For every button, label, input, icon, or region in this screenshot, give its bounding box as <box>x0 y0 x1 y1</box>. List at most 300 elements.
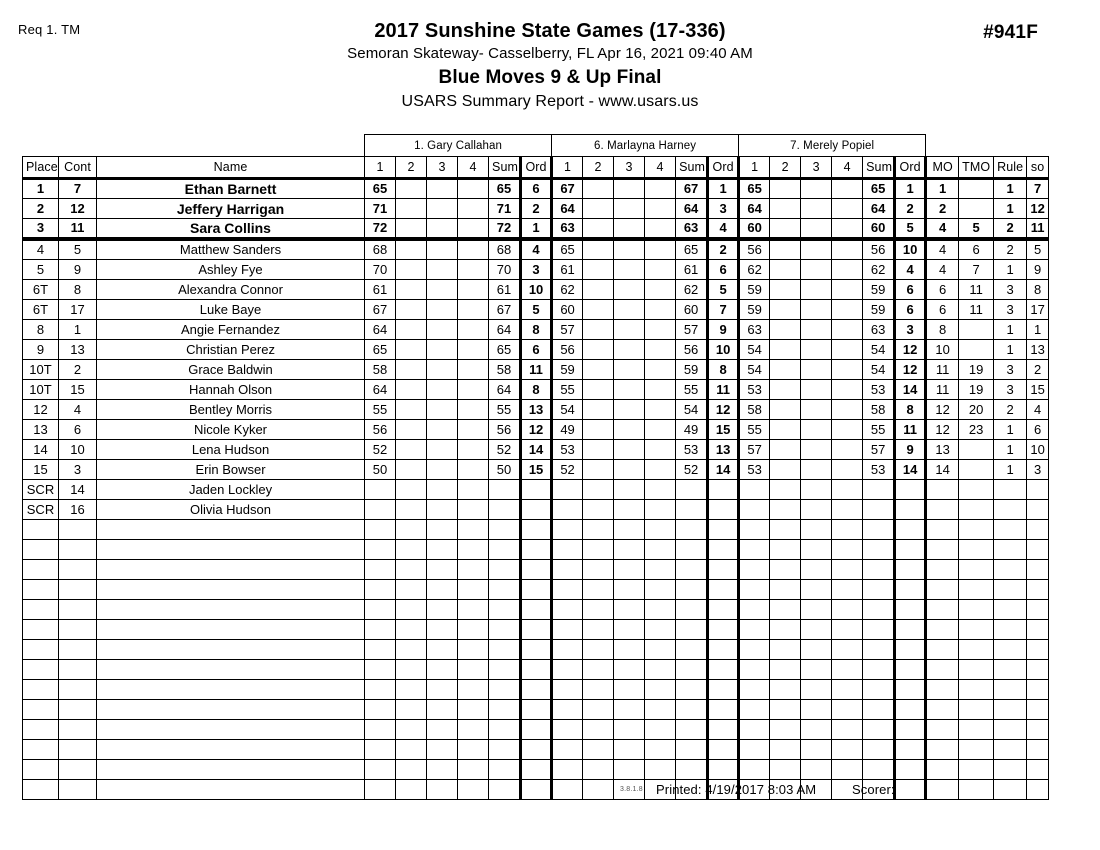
cell-place <box>23 560 59 580</box>
cell-g1-ord <box>521 520 552 540</box>
cell-g3-4 <box>832 520 863 540</box>
cell-name: Ashley Fye <box>97 260 365 280</box>
cell-g2-2 <box>583 199 614 219</box>
cell-g3-3 <box>801 600 832 620</box>
cell-cont <box>59 600 97 620</box>
cell-g3-3 <box>801 260 832 280</box>
cell-name: Hannah Olson <box>97 380 365 400</box>
cell-g3-1: 55 <box>739 420 770 440</box>
cell-cont: 16 <box>59 500 97 520</box>
cell-g1-2 <box>396 500 427 520</box>
cell-g3-sum <box>863 760 895 780</box>
cell-so: 1 <box>1027 320 1049 340</box>
cell-g3-4 <box>832 660 863 680</box>
cell-mo <box>926 560 959 580</box>
cell-g3-4 <box>832 440 863 460</box>
cell-g1-ord <box>521 720 552 740</box>
cell-rule: 1 <box>994 179 1027 199</box>
cell-g2-1: 59 <box>552 360 583 380</box>
cell-g3-4 <box>832 600 863 620</box>
cell-g1-2 <box>396 560 427 580</box>
table-row <box>23 179 1049 199</box>
cell-place: 15 <box>23 460 59 480</box>
cell-place: 6T <box>23 280 59 300</box>
cell-tmo <box>959 340 994 360</box>
cell-g1-ord <box>521 580 552 600</box>
cell-cont <box>59 660 97 680</box>
cell-g2-2 <box>583 660 614 680</box>
cell-tmo <box>959 560 994 580</box>
cell-g1-4 <box>458 760 489 780</box>
cell-g1-ord <box>521 560 552 580</box>
cell-g1-1 <box>365 480 396 500</box>
cell-g1-1 <box>365 600 396 620</box>
cell-so: 6 <box>1027 420 1049 440</box>
cell-g1-4 <box>458 239 489 260</box>
cell-g1-3 <box>427 239 458 260</box>
cell-g3-1 <box>739 740 770 760</box>
cell-g1-ord: 4 <box>521 239 552 260</box>
cell-mo <box>926 660 959 680</box>
cell-cont: 9 <box>59 260 97 280</box>
cell-place: 10T <box>23 380 59 400</box>
cell-g1-3 <box>427 380 458 400</box>
cell-g3-4 <box>832 179 863 199</box>
cell-g2-sum: 57 <box>676 320 708 340</box>
cell-g2-sum <box>676 620 708 640</box>
cell-tmo <box>959 620 994 640</box>
cell-g3-3 <box>801 640 832 660</box>
cell-g2-sum: 61 <box>676 260 708 280</box>
cell-g1-ord: 1 <box>521 219 552 240</box>
cell-name <box>97 740 365 760</box>
cell-g3-4 <box>832 620 863 640</box>
cell-g2-ord: 9 <box>708 320 739 340</box>
cell-g1-4 <box>458 540 489 560</box>
cell-g3-2 <box>770 660 801 680</box>
cell-g1-3 <box>427 640 458 660</box>
cell-tmo: 11 <box>959 280 994 300</box>
cell-g1-2 <box>396 360 427 380</box>
cell-g1-3 <box>427 440 458 460</box>
cell-g1-ord <box>521 740 552 760</box>
table-row-empty <box>23 520 1049 540</box>
cell-g3-2 <box>770 620 801 640</box>
cell-g3-2 <box>770 640 801 660</box>
cell-g3-3 <box>801 760 832 780</box>
cell-tmo <box>959 199 994 219</box>
cell-g2-sum: 65 <box>676 239 708 260</box>
cell-g2-sum <box>676 480 708 500</box>
cell-cont: 14 <box>59 480 97 500</box>
cell-g3-3 <box>801 320 832 340</box>
cell-g1-3 <box>427 420 458 440</box>
cell-g1-3 <box>427 500 458 520</box>
cell-g1-4 <box>458 600 489 620</box>
printed-label: Printed: 4/19/2017 8:03 AM <box>656 782 817 797</box>
cell-so <box>1027 520 1049 540</box>
cell-g1-sum: 71 <box>489 199 521 219</box>
cell-g1-ord: 3 <box>521 260 552 280</box>
table-row-empty <box>23 700 1049 720</box>
cell-g3-2 <box>770 199 801 219</box>
event-title: Blue Moves 9 & Up Final <box>438 67 662 88</box>
cell-g2-sum <box>676 520 708 540</box>
cell-mo <box>926 620 959 640</box>
cell-tmo: 23 <box>959 420 994 440</box>
table-row-empty <box>23 600 1049 620</box>
cell-g1-ord: 8 <box>521 380 552 400</box>
cell-g2-1 <box>552 580 583 600</box>
judge-name-3: 7. Merely Popiel <box>739 135 926 157</box>
cell-g1-4 <box>458 440 489 460</box>
cell-g2-3 <box>614 660 645 680</box>
cell-so: 8 <box>1027 280 1049 300</box>
cell-g1-1 <box>365 520 396 540</box>
cell-so: 17 <box>1027 300 1049 320</box>
cell-g2-4 <box>645 640 676 660</box>
cell-g3-ord: 8 <box>895 400 926 420</box>
cell-name: Olivia Hudson <box>97 500 365 520</box>
cell-g1-3 <box>427 680 458 700</box>
table-row <box>23 500 1049 520</box>
cell-g2-ord <box>708 760 739 780</box>
cell-g3-2 <box>770 760 801 780</box>
cell-g2-4 <box>645 760 676 780</box>
cell-g1-ord <box>521 500 552 520</box>
cell-g2-3 <box>614 219 645 240</box>
cell-g1-sum: 65 <box>489 179 521 199</box>
cell-g2-3 <box>614 580 645 600</box>
cell-g2-2 <box>583 219 614 240</box>
cell-g2-3 <box>614 400 645 420</box>
cell-g2-4 <box>645 480 676 500</box>
cell-mo <box>926 580 959 600</box>
cell-g2-ord <box>708 660 739 680</box>
table-row <box>23 219 1049 240</box>
results-grid <box>22 134 1045 800</box>
cell-tmo: 7 <box>959 260 994 280</box>
cell-g3-4 <box>832 199 863 219</box>
cell-g1-sum: 55 <box>489 400 521 420</box>
table-row-empty <box>23 620 1049 640</box>
cell-g3-3 <box>801 700 832 720</box>
cell-g1-3 <box>427 300 458 320</box>
cell-g2-sum: 60 <box>676 300 708 320</box>
cell-g1-4 <box>458 179 489 199</box>
cell-g3-2 <box>770 600 801 620</box>
cell-g1-1 <box>365 660 396 680</box>
cell-g3-4 <box>832 500 863 520</box>
cell-g1-2 <box>396 260 427 280</box>
table-row <box>23 260 1049 280</box>
cell-mo: 8 <box>926 320 959 340</box>
cell-g1-4 <box>458 420 489 440</box>
cell-g3-4 <box>832 340 863 360</box>
cell-g1-4 <box>458 660 489 680</box>
cell-g1-4 <box>458 620 489 640</box>
cell-g3-sum <box>863 660 895 680</box>
cell-g3-4 <box>832 320 863 340</box>
cell-place: 10T <box>23 360 59 380</box>
cell-g3-ord: 6 <box>895 280 926 300</box>
cell-place <box>23 680 59 700</box>
cell-rule: 1 <box>994 460 1027 480</box>
cell-g3-sum <box>863 640 895 660</box>
cell-g1-sum: 68 <box>489 239 521 260</box>
cell-g3-3 <box>801 400 832 420</box>
cell-g2-ord: 4 <box>708 219 739 240</box>
cell-cont: 6 <box>59 420 97 440</box>
cell-g2-2 <box>583 600 614 620</box>
cell-tmo: 19 <box>959 360 994 380</box>
cell-g2-4 <box>645 460 676 480</box>
cell-g1-sum: 70 <box>489 260 521 280</box>
cell-g1-4 <box>458 460 489 480</box>
cell-g2-2 <box>583 500 614 520</box>
cell-g3-4 <box>832 260 863 280</box>
cell-g1-4 <box>458 380 489 400</box>
cell-g2-4 <box>645 580 676 600</box>
cell-g1-3 <box>427 400 458 420</box>
cell-g2-2 <box>583 480 614 500</box>
cell-g1-sum <box>489 480 521 500</box>
cell-g2-4 <box>645 740 676 760</box>
cell-rule <box>994 740 1027 760</box>
cell-g1-4 <box>458 560 489 580</box>
cell-g1-1 <box>365 720 396 740</box>
cell-g1-4 <box>458 500 489 520</box>
cell-g3-2 <box>770 280 801 300</box>
cell-g3-4 <box>832 760 863 780</box>
table-row <box>23 320 1049 340</box>
cell-g2-2 <box>583 640 614 660</box>
cell-g2-1 <box>552 560 583 580</box>
cell-g1-4 <box>458 340 489 360</box>
version-label: 3.8.1.8 <box>620 786 643 793</box>
cell-g2-2 <box>583 260 614 280</box>
judge-banner-spacer <box>23 135 365 157</box>
cell-g3-sum <box>863 720 895 740</box>
cell-cont <box>59 640 97 660</box>
cell-cont: 5 <box>59 239 97 260</box>
table-row <box>23 300 1049 320</box>
cell-g2-2 <box>583 440 614 460</box>
cell-g1-1: 58 <box>365 360 396 380</box>
cell-cont <box>59 720 97 740</box>
cell-g1-1: 50 <box>365 460 396 480</box>
cell-g2-2 <box>583 320 614 340</box>
judge-name-2: 6. Marlayna Harney <box>552 135 739 157</box>
table-row <box>23 380 1049 400</box>
cell-g1-2 <box>396 460 427 480</box>
cell-cont <box>59 760 97 780</box>
cell-place: SCR <box>23 500 59 520</box>
cell-g2-3 <box>614 280 645 300</box>
col-header-j2-ord: Ord <box>708 157 739 179</box>
cell-g1-1: 52 <box>365 440 396 460</box>
column-header-row <box>23 157 1049 179</box>
cell-g1-3 <box>427 360 458 380</box>
req-tag: Req 1. TM <box>18 22 81 37</box>
col-header-j1-1: 1 <box>365 157 396 179</box>
cell-g2-2 <box>583 540 614 560</box>
cell-cont <box>59 680 97 700</box>
cell-name <box>97 620 365 640</box>
cell-name: Angie Fernandez <box>97 320 365 340</box>
cell-g1-ord <box>521 600 552 620</box>
page-title: 2017 Sunshine State Games (17-336) <box>374 20 726 42</box>
cell-g2-ord: 5 <box>708 280 739 300</box>
cell-g2-4 <box>645 700 676 720</box>
cell-g2-ord <box>708 580 739 600</box>
cell-cont <box>59 520 97 540</box>
cell-g2-4 <box>645 320 676 340</box>
cell-place: 9 <box>23 340 59 360</box>
cell-g3-4 <box>832 380 863 400</box>
col-header-place: Place <box>23 157 59 179</box>
cell-g2-2 <box>583 620 614 640</box>
cell-g3-sum <box>863 680 895 700</box>
cell-cont: 11 <box>59 219 97 240</box>
cell-g3-ord <box>895 600 926 620</box>
cell-g2-1 <box>552 600 583 620</box>
table-row-empty <box>23 740 1049 760</box>
col-header-tmo: TMO <box>959 157 994 179</box>
cell-g3-3 <box>801 420 832 440</box>
cell-g1-2 <box>396 620 427 640</box>
cell-g2-ord <box>708 740 739 760</box>
cell-g3-3 <box>801 460 832 480</box>
cell-g1-1 <box>365 700 396 720</box>
report-subtitle: USARS Summary Report - www.usars.us <box>401 93 699 110</box>
cell-cont: 1 <box>59 320 97 340</box>
cell-so: 9 <box>1027 260 1049 280</box>
cell-g3-4 <box>832 480 863 500</box>
cell-tmo <box>959 460 994 480</box>
cell-name: Alexandra Connor <box>97 280 365 300</box>
cell-place: 14 <box>23 440 59 460</box>
cell-g2-3 <box>614 640 645 660</box>
judge-banner-tail <box>926 135 1049 157</box>
cell-rule: 1 <box>994 260 1027 280</box>
cell-g3-sum <box>863 600 895 620</box>
cell-g1-2 <box>396 740 427 760</box>
cell-g1-2 <box>396 580 427 600</box>
cell-g1-4 <box>458 360 489 380</box>
cell-rule <box>994 660 1027 680</box>
cell-g1-4 <box>458 640 489 660</box>
cell-place: 5 <box>23 260 59 280</box>
cell-name: Erin Bowser <box>97 460 365 480</box>
cell-g2-3 <box>614 440 645 460</box>
cell-g3-2 <box>770 360 801 380</box>
cell-cont: 4 <box>59 400 97 420</box>
cell-g3-sum: 53 <box>863 460 895 480</box>
col-header-name: Name <box>97 157 365 179</box>
cell-g2-1: 53 <box>552 440 583 460</box>
cell-mo: 12 <box>926 400 959 420</box>
cell-cont: 7 <box>59 179 97 199</box>
cell-g1-2 <box>396 520 427 540</box>
cell-g2-3 <box>614 740 645 760</box>
cell-g3-ord <box>895 500 926 520</box>
cell-g2-ord <box>708 640 739 660</box>
col-header-cont: Cont <box>59 157 97 179</box>
cell-g3-2 <box>770 219 801 240</box>
cell-g3-3 <box>801 480 832 500</box>
cell-g3-4 <box>832 560 863 580</box>
cell-g3-3 <box>801 440 832 460</box>
cell-place: 13 <box>23 420 59 440</box>
cell-place <box>23 520 59 540</box>
cell-g2-4 <box>645 520 676 540</box>
cell-rule: 1 <box>994 440 1027 460</box>
cell-cont: 3 <box>59 460 97 480</box>
cell-g3-1: 60 <box>739 219 770 240</box>
cell-g2-sum <box>676 720 708 740</box>
cell-mo: 14 <box>926 460 959 480</box>
cell-name <box>97 560 365 580</box>
cell-g1-2 <box>396 340 427 360</box>
cell-rule <box>994 540 1027 560</box>
cell-rule: 2 <box>994 219 1027 240</box>
cell-g3-2 <box>770 420 801 440</box>
cell-g1-ord <box>521 540 552 560</box>
cell-g1-1: 65 <box>365 340 396 360</box>
cell-name: Luke Baye <box>97 300 365 320</box>
cell-g2-3 <box>614 179 645 199</box>
cell-g1-2 <box>396 640 427 660</box>
cell-g2-1: 64 <box>552 199 583 219</box>
cell-g3-2 <box>770 520 801 540</box>
cell-g2-sum <box>676 580 708 600</box>
cell-g2-4 <box>645 620 676 640</box>
cell-g2-3 <box>614 300 645 320</box>
cell-g3-sum: 59 <box>863 300 895 320</box>
cell-place <box>23 580 59 600</box>
col-header-j1-2: 2 <box>396 157 427 179</box>
cell-g2-sum: 64 <box>676 199 708 219</box>
cell-g2-sum <box>676 660 708 680</box>
cell-g2-3 <box>614 500 645 520</box>
cell-g3-ord: 12 <box>895 340 926 360</box>
cell-g1-ord <box>521 480 552 500</box>
cell-g2-sum: 52 <box>676 460 708 480</box>
cell-g3-sum: 64 <box>863 199 895 219</box>
cell-mo <box>926 700 959 720</box>
cell-g3-2 <box>770 239 801 260</box>
cell-g2-sum <box>676 500 708 520</box>
cell-name: Nicole Kyker <box>97 420 365 440</box>
cell-cont <box>59 580 97 600</box>
cell-g3-ord <box>895 620 926 640</box>
cell-g3-2 <box>770 540 801 560</box>
table-row-empty <box>23 560 1049 580</box>
cell-g3-4 <box>832 239 863 260</box>
cell-g2-sum <box>676 760 708 780</box>
cell-place <box>23 640 59 660</box>
cell-tmo <box>959 740 994 760</box>
col-header-rule: Rule <box>994 157 1027 179</box>
cell-g2-4 <box>645 500 676 520</box>
cell-g3-3 <box>801 500 832 520</box>
cell-g3-ord: 3 <box>895 320 926 340</box>
cell-g1-1 <box>365 500 396 520</box>
cell-g1-sum <box>489 520 521 540</box>
cell-g1-3 <box>427 700 458 720</box>
cell-g2-ord <box>708 540 739 560</box>
